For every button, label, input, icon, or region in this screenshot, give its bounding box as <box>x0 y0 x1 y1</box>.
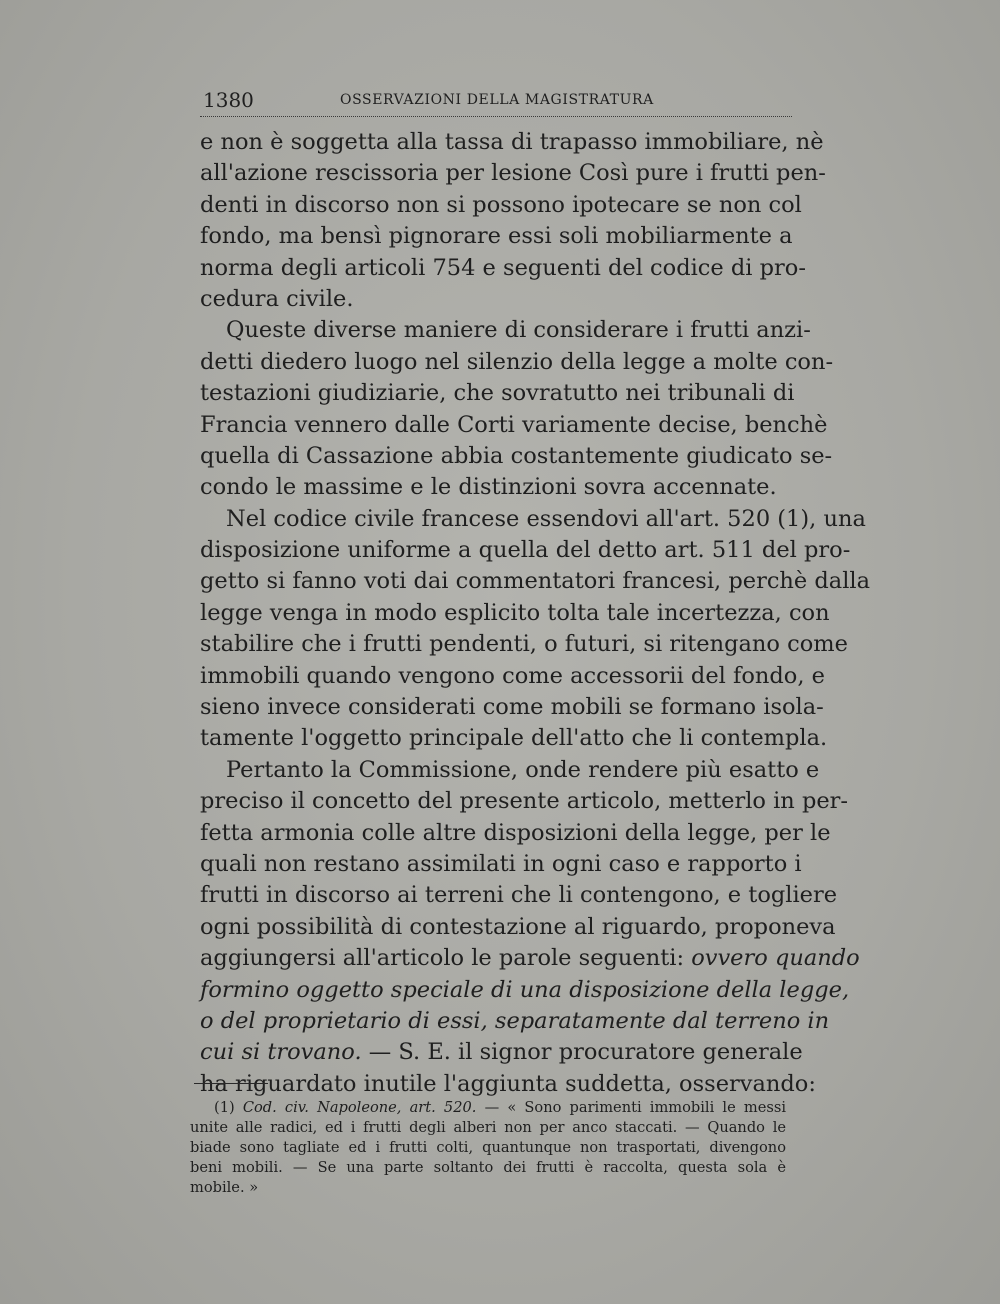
text-line: sieno invece considerati come mobili se formano isola- <box>200 694 824 721</box>
text-line: cedura civile. <box>200 285 354 312</box>
footnote-line: biade sono tagliate ed i frutti colti, quantunque non trasportati, divengono <box>190 1139 786 1156</box>
running-title: OSSERVAZIONI DELLA MAGISTRATURA <box>340 92 654 108</box>
italic-quotation: cui si trovano. <box>200 1039 362 1066</box>
text-line: detti diedero luogo nel silenzio della legge a molte con- <box>200 348 834 375</box>
text-line: all'azione rescissoria per lesione Così pure i frutti pen- <box>200 160 826 187</box>
text-line: Pertanto la Commissione, onde rendere più esatto e <box>226 756 820 783</box>
text-line: e non è soggetta alla tassa di trapasso immobiliare, nè <box>200 129 824 155</box>
footnote <box>190 1098 786 1198</box>
text-run: aggiungersi all'articolo le parole seguenti: <box>200 945 692 972</box>
footnote-line: mobile. » <box>190 1179 259 1196</box>
text-line: frutti in discorso ai terreni che li contengono, e togliere <box>200 882 838 909</box>
text-line: quella di Cassazione abbia costantemente giudicato se- <box>200 442 833 469</box>
text-line: legge venga in modo esplicito tolta tale incertezza, con <box>200 599 830 626</box>
text-line: preciso il concetto del presente articolo, metterlo in per- <box>200 788 849 815</box>
footnote-line: beni mobili. — Se una parte soltanto dei frutti è raccolta, questa sola è <box>190 1159 786 1176</box>
text-line: getto si fanno voti dai commentatori francesi, perchè dalla <box>200 568 871 595</box>
text-line: fetta armonia colle altre disposizioni della legge, per le <box>200 819 831 846</box>
footnote-line: unite alle radici, ed i frutti degli alberi non per anco staccati. — Quando le <box>190 1119 786 1136</box>
text-line <box>200 1006 830 1037</box>
text-line: Nel codice civile francese essendovi all'art. 520 (1), una <box>226 505 866 532</box>
text-line: norma degli articoli 754 e seguenti del codice di pro- <box>200 254 806 281</box>
header-rule <box>200 116 792 117</box>
body-text <box>200 127 871 1100</box>
text-line: disposizione uniforme a quella del detto art. 511 del pro- <box>200 537 851 564</box>
text-line: testazioni giudiziarie, che sovratutto nei tribunali di <box>200 380 795 407</box>
italic-quotation: ovvero quando <box>691 945 860 972</box>
footnote-reference: Cod. civ. Napoleone, art. 520. <box>242 1099 477 1116</box>
text-line: stabilire che i frutti pendenti, o futuri, si ritengano come <box>200 631 848 658</box>
footnote-marker: (1) <box>214 1099 243 1116</box>
text-line: ogni possibilità di contestazione al riguardo, proponeva <box>200 913 836 940</box>
text-line <box>200 943 860 974</box>
text-line: condo le massime e le distinzioni sovra accennate. <box>200 474 777 501</box>
text-line: fondo, ma bensì pignorare essi soli mobiliarmente a <box>200 223 793 250</box>
text-line: Francia vennero dalle Corti variamente decise, benchè <box>200 411 828 438</box>
footnote-rule <box>194 1083 268 1084</box>
text-line: Queste diverse maniere di considerare i frutti anzi- <box>226 317 811 344</box>
text-line: denti in discorso non si possono ipotecare se non col <box>200 191 802 218</box>
footnote-line <box>190 1098 786 1118</box>
page-header <box>200 86 790 116</box>
text-line: quali non restano assimilati in ogni caso e rapporto i <box>200 850 802 877</box>
text-run: — S. E. il signor procuratore generale <box>361 1039 803 1066</box>
text-run: — « Sono parimenti immobili le messi <box>476 1099 786 1116</box>
text-line: tamente l'oggetto principale dell'atto che li contempla. <box>200 725 828 752</box>
text-line <box>200 1037 803 1068</box>
italic-quotation: formino oggetto speciale di una disposizione della legge, <box>200 976 850 1003</box>
text-line: immobili quando vengono come accessorii del fondo, e <box>200 662 825 689</box>
text-line: ha riguardato inutile l'aggiunta suddetta, osservando: <box>200 1070 816 1097</box>
page-number: 1380 <box>203 88 254 112</box>
text-line <box>200 975 850 1006</box>
italic-quotation: o del proprietario di essi, separatamente dal terreno in <box>200 1007 830 1034</box>
